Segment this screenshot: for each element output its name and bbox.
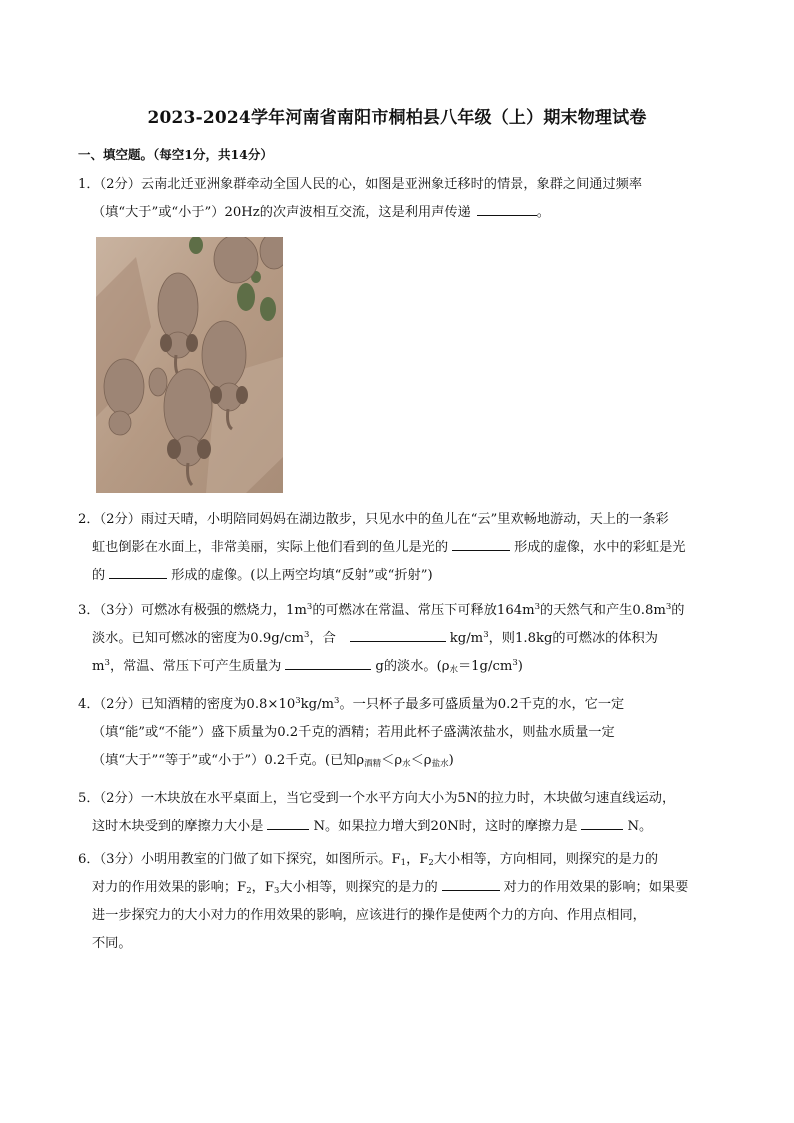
answer-blank[interactable] (477, 201, 537, 216)
answer-blank[interactable] (452, 536, 510, 551)
answer-blank[interactable] (109, 564, 167, 579)
question-3 (78, 597, 718, 681)
q6-line-4: 不同。 (92, 936, 132, 951)
elephant-herd-photo (96, 237, 283, 493)
q3-line-3: $m^3$，常温、常压下可产生质量为 g的淡水。$(\rho_水=1g/cm^3)$ (78, 653, 718, 681)
answer-blank[interactable] (350, 627, 446, 642)
question-6 (78, 846, 718, 958)
q3-line-2: 淡水。已知可燃冰的密度为$0.9g/cm^3$，合 $kg/m^3$，则1.8kg的可燃冰的体积为 (78, 625, 718, 653)
q2-line-2: 虹也倒影在水面上，非常美丽，实际上他们看到的鱼儿是光的 形成的虚像，水中的彩虹是光 (78, 534, 718, 562)
question-1 (78, 171, 718, 227)
exam-title: 2023-2024学年河南省南阳市桐柏县八年级（上）期末物理试卷 (147, 108, 647, 128)
question-4 (78, 691, 718, 775)
question-5 (78, 785, 718, 841)
q2-line-1: 2．（2分）雨过天晴，小明陪同妈妈在湖边散步，只见水中的鱼儿在“云”里欢畅地游动，天上的一条彩 (78, 512, 669, 527)
q4-line-3: （填“大于”“等于”或“小于”）0.2千克。(已知$\rho_{酒精}<\rho_水<\rho_{盐水}$) (92, 753, 454, 769)
q1-line-2: （填“大于”或“小于”）20Hz的次声波相互交流，这是利用声传递 。 (78, 199, 718, 227)
q5-line-2: 这时木块受到的摩擦力大小是 N。如果拉力增大到20N时，这时的摩擦力是 N。 (78, 813, 718, 841)
section-heading: 一、填空题。（每空1分，共14分） (78, 147, 273, 162)
answer-blank[interactable] (267, 815, 309, 830)
q4-line-1: 4．（2分）已知酒精的密度为$0.8\times 10^3kg/m^3$。一只杯子最多可盛质量为0.2千克的水，它一定 (78, 696, 625, 712)
q1-line-1: 1．（2分）云南北迁亚洲象群牵动全国人民的心，如图是亚洲象迁移时的情景，象群之间通过频率 (78, 177, 643, 192)
q3-line-1: 3．（3分）可燃冰有极强的燃烧力，$1m^3$的可燃冰在常温、常压下可释放$164m^3$的天然气和产生$0.8m^3$的 (78, 602, 685, 618)
q5-line-1: 5．（2分）一木块放在水平桌面上，当它受到一个水平方向大小为5N的拉力时，木块做匀速直线运动， (78, 791, 676, 806)
q6-line-1: 6．（3分）小明用教室的门做了如下探究，如图所示。$F_1$，$F_2$大小相等，方向相同，则探究的是力的 (78, 852, 659, 868)
q6-line-3: 进一步探究力的大小对力的作用效果的影响，应该进行的操作是使两个力的方向、作用点相同， (92, 908, 646, 923)
answer-blank[interactable] (442, 876, 500, 891)
q6-line-2: 对力的作用效果的影响；$F_2$，$F_3$大小相等，则探究的是力的 对力的作用效果的影响；如果要 (78, 874, 718, 902)
answer-blank[interactable] (581, 815, 623, 830)
question-2 (78, 506, 718, 590)
q2-line-3: 的 形成的虚像。(以上两空均填“反射”或“折射”) (78, 562, 718, 590)
answer-blank[interactable] (285, 655, 371, 670)
q4-line-2: （填“能”或“不能”）盛下质量为0.2千克的酒精；若用此杯子盛满浓盐水，则盐水质量一定 (92, 725, 615, 740)
